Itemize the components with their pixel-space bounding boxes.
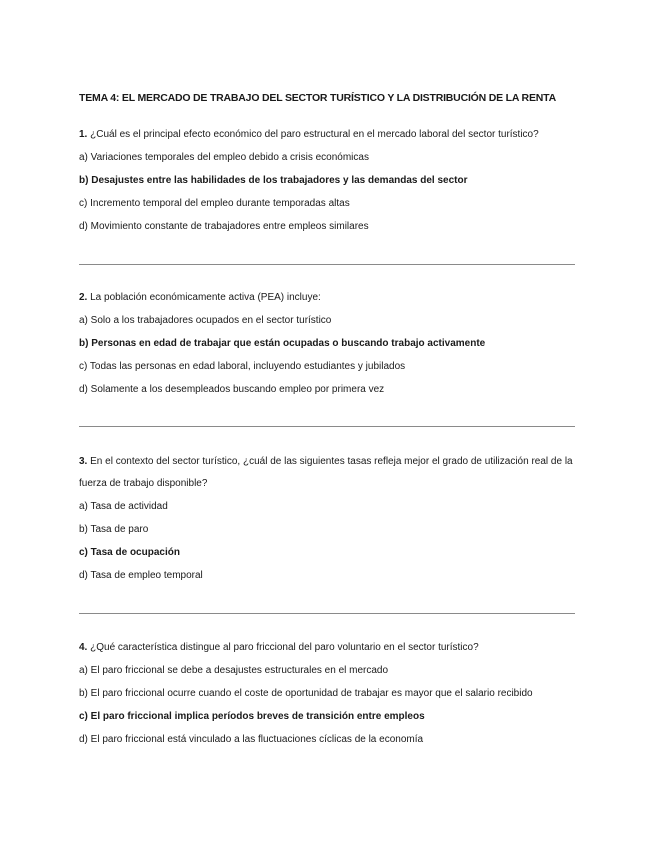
question-3: [79, 451, 579, 587]
question-4-option-b: b) El paro friccional ocurre cuando el coste de oportunidad de trabajar es mayor que el salario recibido: [79, 688, 533, 699]
question-3-option-b: b) Tasa de paro: [79, 524, 149, 535]
question-4: [79, 637, 579, 751]
question-1-options: [79, 146, 579, 238]
question-1-option-c: c) Incremento temporal del empleo durante temporadas altas: [79, 198, 350, 209]
question-1-number: 1.: [79, 129, 88, 140]
question-2-options: [79, 309, 579, 401]
question-2-number: 2.: [79, 292, 88, 303]
question-3-text: [79, 451, 579, 495]
question-2-option-a: a) Solo a los trabajadores ocupados en el sector turístico: [79, 315, 332, 326]
question-4-number: 4.: [79, 642, 88, 653]
question-2-text: [79, 287, 579, 309]
question-3-options: [79, 495, 579, 587]
page-title: TEMA 4: EL MERCADO DE TRABAJO DEL SECTOR TURÍSTICO Y LA DISTRIBUCIÓN DE LA RENTA: [79, 92, 556, 104]
question-1-option-b: b) Desajustes entre las habilidades de los trabajadores y las demandas del sector: [79, 175, 468, 186]
question-2-prompt: La población económicamente activa (PEA) incluye:: [87, 292, 321, 303]
question-3-option-a: a) Tasa de actividad: [79, 501, 168, 512]
question-2-option-b: b) Personas en edad de trabajar que están ocupadas o buscando trabajo activamente: [79, 338, 486, 349]
question-2: [79, 287, 579, 401]
question-4-option-d: d) El paro friccional está vinculado a las fluctuaciones cíclicas de la economía: [79, 734, 424, 745]
question-4-option-a: a) El paro friccional se debe a desajustes estructurales en el mercado: [79, 665, 389, 676]
question-3-option-c: c) Tasa de ocupación: [79, 547, 180, 558]
question-2-option-c: c) Todas las personas en edad laboral, incluyendo estudiantes y jubilados: [79, 361, 406, 372]
question-4-prompt: ¿Qué característica distingue al paro friccional del paro voluntario en el sector turístico?: [87, 642, 479, 653]
question-1-text: [79, 124, 579, 146]
question-1-option-d: d) Movimiento constante de trabajadores entre empleos similares: [79, 221, 369, 232]
question-1: [79, 124, 579, 238]
question-1-option-a: a) Variaciones temporales del empleo debido a crisis económicas: [79, 152, 369, 163]
question-4-text: [79, 637, 579, 659]
question-3-option-d: d) Tasa de empleo temporal: [79, 570, 203, 581]
question-4-option-c: c) El paro friccional implica períodos breves de transición entre empleos: [79, 711, 425, 722]
question-4-options: [79, 659, 579, 751]
question-1-prompt: ¿Cuál es el principal efecto económico del paro estructural en el mercado laboral del sector turístico?: [87, 129, 539, 140]
question-3-number: 3.: [79, 456, 88, 467]
question-2-option-d: d) Solamente a los desempleados buscando empleo por primera vez: [79, 384, 385, 395]
divider: [79, 426, 575, 427]
question-3-prompt: En el contexto del sector turístico, ¿cuál de las siguientes tasas refleja mejor el grado de utilización real de la fuerza de trabajo disponible?: [79, 456, 573, 489]
divider: [79, 613, 575, 614]
divider: [79, 264, 575, 265]
